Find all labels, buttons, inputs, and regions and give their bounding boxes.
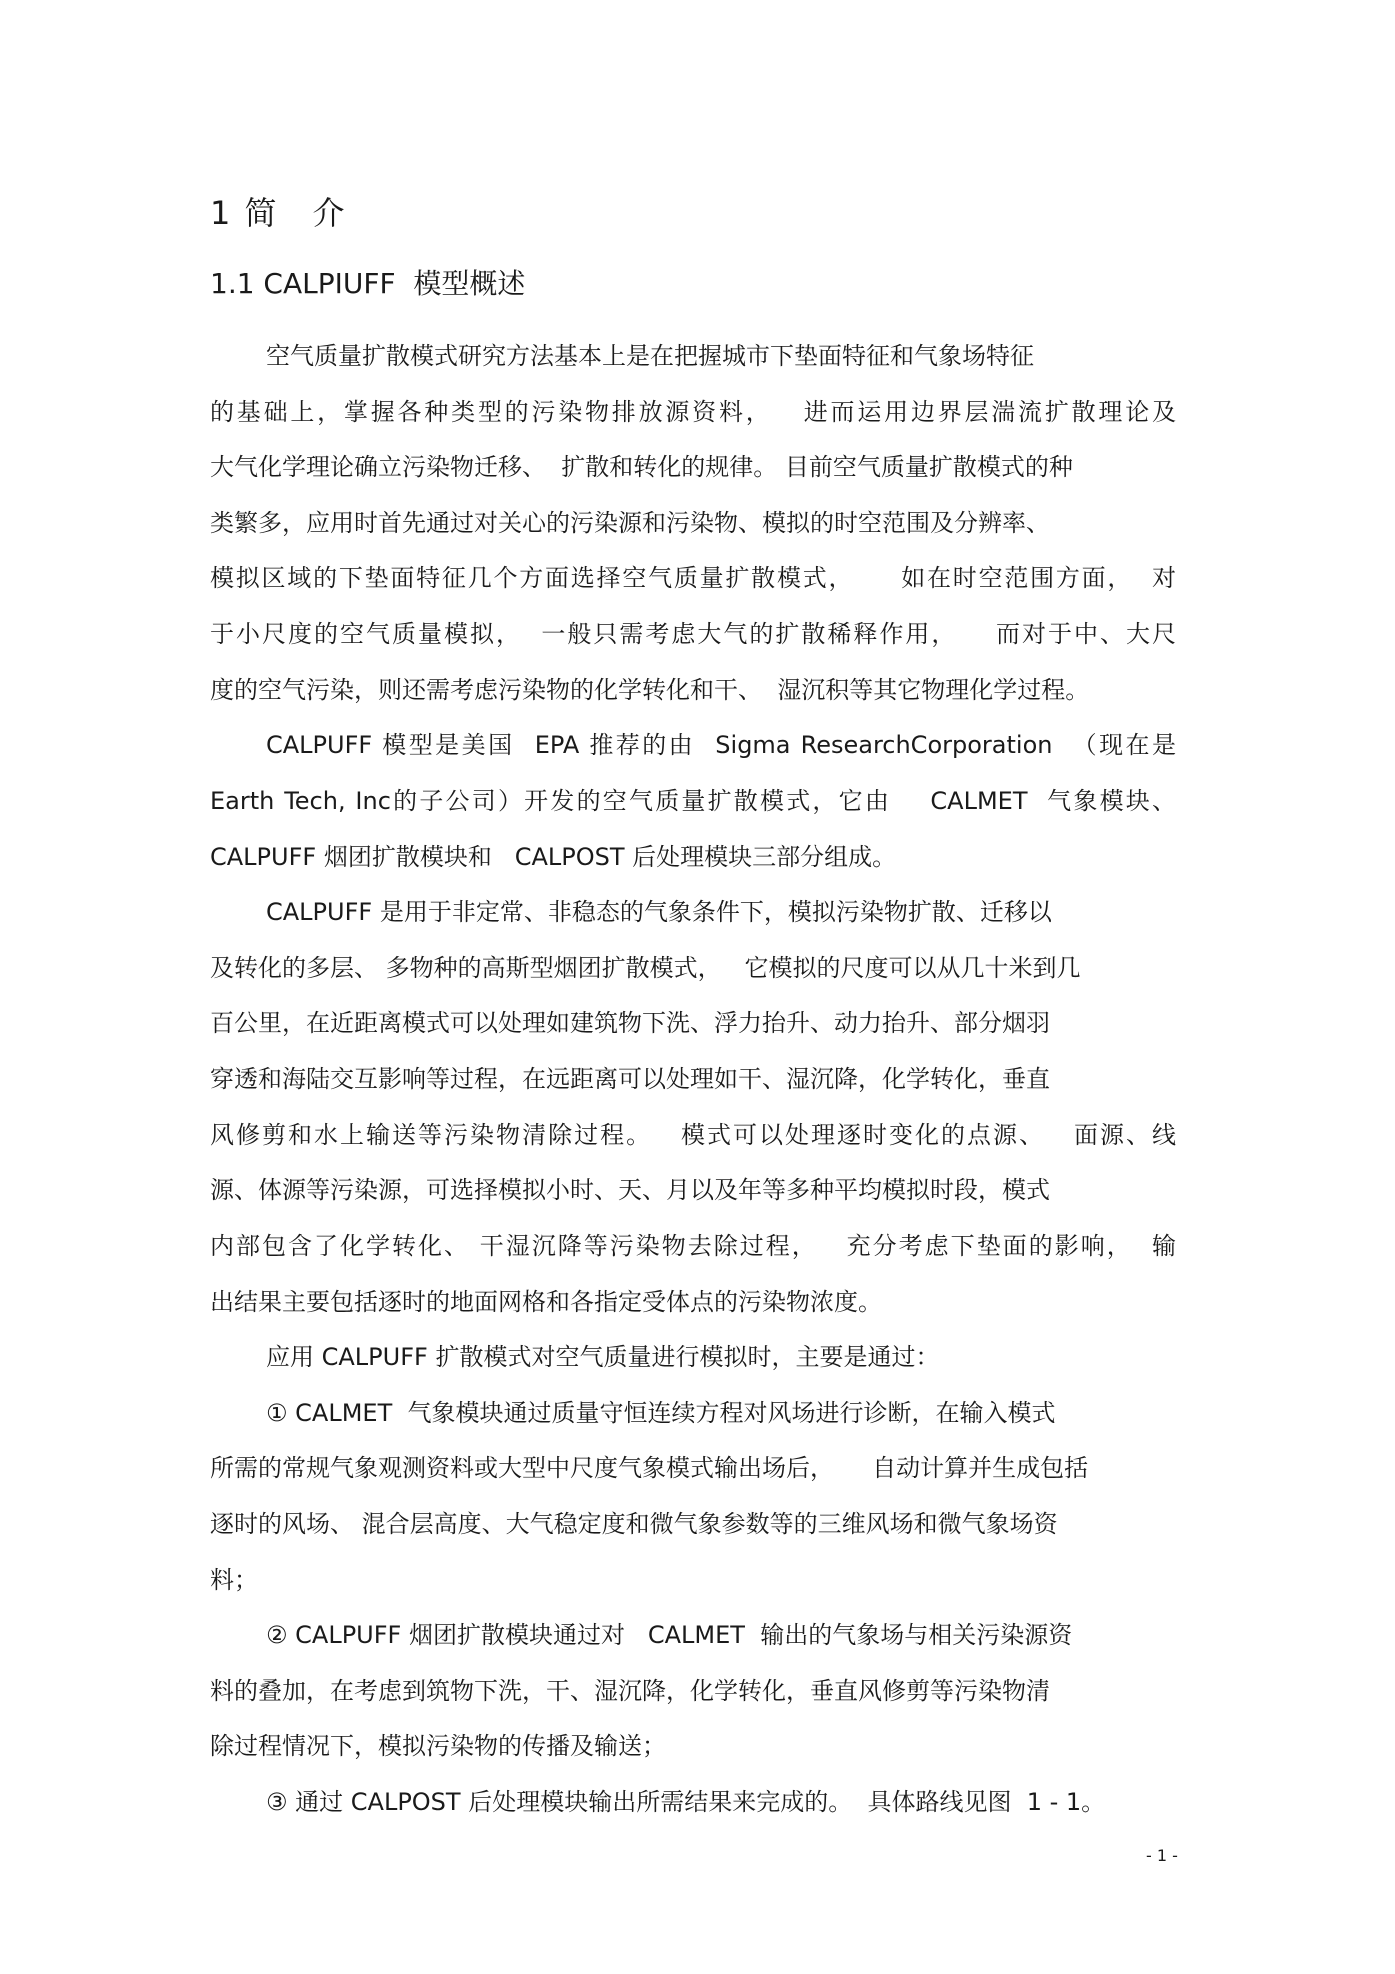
paragraph-1-line-2: 的基础上，掌握各种类型的污染物排放源资料， 进而运用边界层湍流扩散理论及 bbox=[210, 398, 1176, 426]
chapter-title: 1 简 介 bbox=[210, 194, 347, 232]
paragraph-1-line-6: 于小尺度的空气质量模拟， 一般只需考虑大气的扩散稀释作用， 而对于中、大尺 bbox=[210, 620, 1176, 648]
paragraph-5-line-3: 逐时的风场、 混合层高度、大气稳定度和微气象参数等的三维风场和微气象场资 bbox=[210, 1510, 1058, 1538]
paragraph-1-line-3: 大气化学理论确立污染物迁移、 扩散和转化的规律。 目前空气质量扩散模式的种 bbox=[210, 453, 1073, 481]
paragraph-1-line-7: 度的空气污染，则还需考虑污染物的化学转化和干、 湿沉积等其它物理化学过程。 bbox=[210, 676, 1090, 704]
paragraph-3-line-3: 百公里，在近距离模式可以处理如建筑物下洗、浮力抬升、动力抬升、部分烟羽 bbox=[210, 1009, 1050, 1037]
paragraph-6-line-1: ② CALPUFF 烟团扩散模块通过对 CALMET 输出的气象场与相关污染源资 bbox=[266, 1621, 1073, 1649]
paragraph-7-line-1: ③ 通过 CALPOST 后处理模块输出所需结果来完成的。 具体路线见图 1 - 1。 bbox=[266, 1788, 1106, 1816]
paragraph-2-line-3: CALPUFF 烟团扩散模块和 CALPOST 后处理模块三部分组成。 bbox=[210, 843, 897, 871]
paragraph-6-line-3: 除过程情况下，模拟污染物的传播及输送； bbox=[210, 1732, 666, 1760]
page-number: - 1 - bbox=[1146, 1846, 1178, 1865]
paragraph-3-line-8: 出结果主要包括逐时的地面网格和各指定受体点的污染物浓度。 bbox=[210, 1288, 882, 1316]
paragraph-2-line-1: CALPUFF 模型是美国 EPA 推荐的由 Sigma ResearchCorporation （现在是 bbox=[266, 731, 1176, 759]
paragraph-2-line-2: Earth Tech, Inc的子公司）开发的空气质量扩散模式，它由 CALMET 气象模块、 bbox=[210, 787, 1176, 815]
paragraph-1-line-5: 模拟区域的下垫面特征几个方面选择空气质量扩散模式， 如在时空范围方面， 对 bbox=[210, 564, 1176, 592]
paragraph-5-line-1: ① CALMET 气象模块通过质量守恒连续方程对风场进行诊断，在输入模式 bbox=[266, 1399, 1056, 1427]
section-title: 1.1 CALPIUFF 模型概述 bbox=[210, 267, 526, 300]
paragraph-3-line-6: 源、体源等污染源，可选择模拟小时、天、月以及年等多种平均模拟时段，模式 bbox=[210, 1176, 1050, 1204]
paragraph-5-line-2: 所需的常规气象观测资料或大型中尺度气象模式输出场后， 自动计算并生成包括 bbox=[210, 1454, 1089, 1482]
paragraph-3-line-4: 穿透和海陆交互影响等过程，在远距离可以处理如干、湿沉降，化学转化，垂直 bbox=[210, 1065, 1050, 1093]
paragraph-3-line-2: 及转化的多层、 多物种的高斯型烟团扩散模式， 它模拟的尺度可以从几十米到几 bbox=[210, 954, 1081, 982]
paragraph-1-line-4: 类繁多，应用时首先通过对关心的污染源和污染物、模拟的时空范围及分辨率、 bbox=[210, 509, 1050, 537]
paragraph-6-line-2: 料的叠加，在考虑到筑物下洗，干、湿沉降，化学转化，垂直风修剪等污染物清 bbox=[210, 1677, 1050, 1705]
paragraph-5-line-4: 料； bbox=[210, 1566, 258, 1594]
paragraph-1-line-1: 空气质量扩散模式研究方法基本上是在把握城市下垫面特征和气象场特征 bbox=[266, 342, 1034, 370]
paragraph-4-line-1: 应用 CALPUFF 扩散模式对空气质量进行模拟时，主要是通过： bbox=[266, 1343, 940, 1371]
paragraph-3-line-5: 风修剪和水上输送等污染物清除过程。 模式可以处理逐时变化的点源、 面源、线 bbox=[210, 1121, 1176, 1149]
paragraph-3-line-1: CALPUFF 是用于非定常、非稳态的气象条件下，模拟污染物扩散、迁移以 bbox=[266, 898, 1052, 926]
paragraph-3-line-7: 内部包含了化学转化、 干湿沉降等污染物去除过程， 充分考虑下垫面的影响， 输 bbox=[210, 1232, 1176, 1260]
